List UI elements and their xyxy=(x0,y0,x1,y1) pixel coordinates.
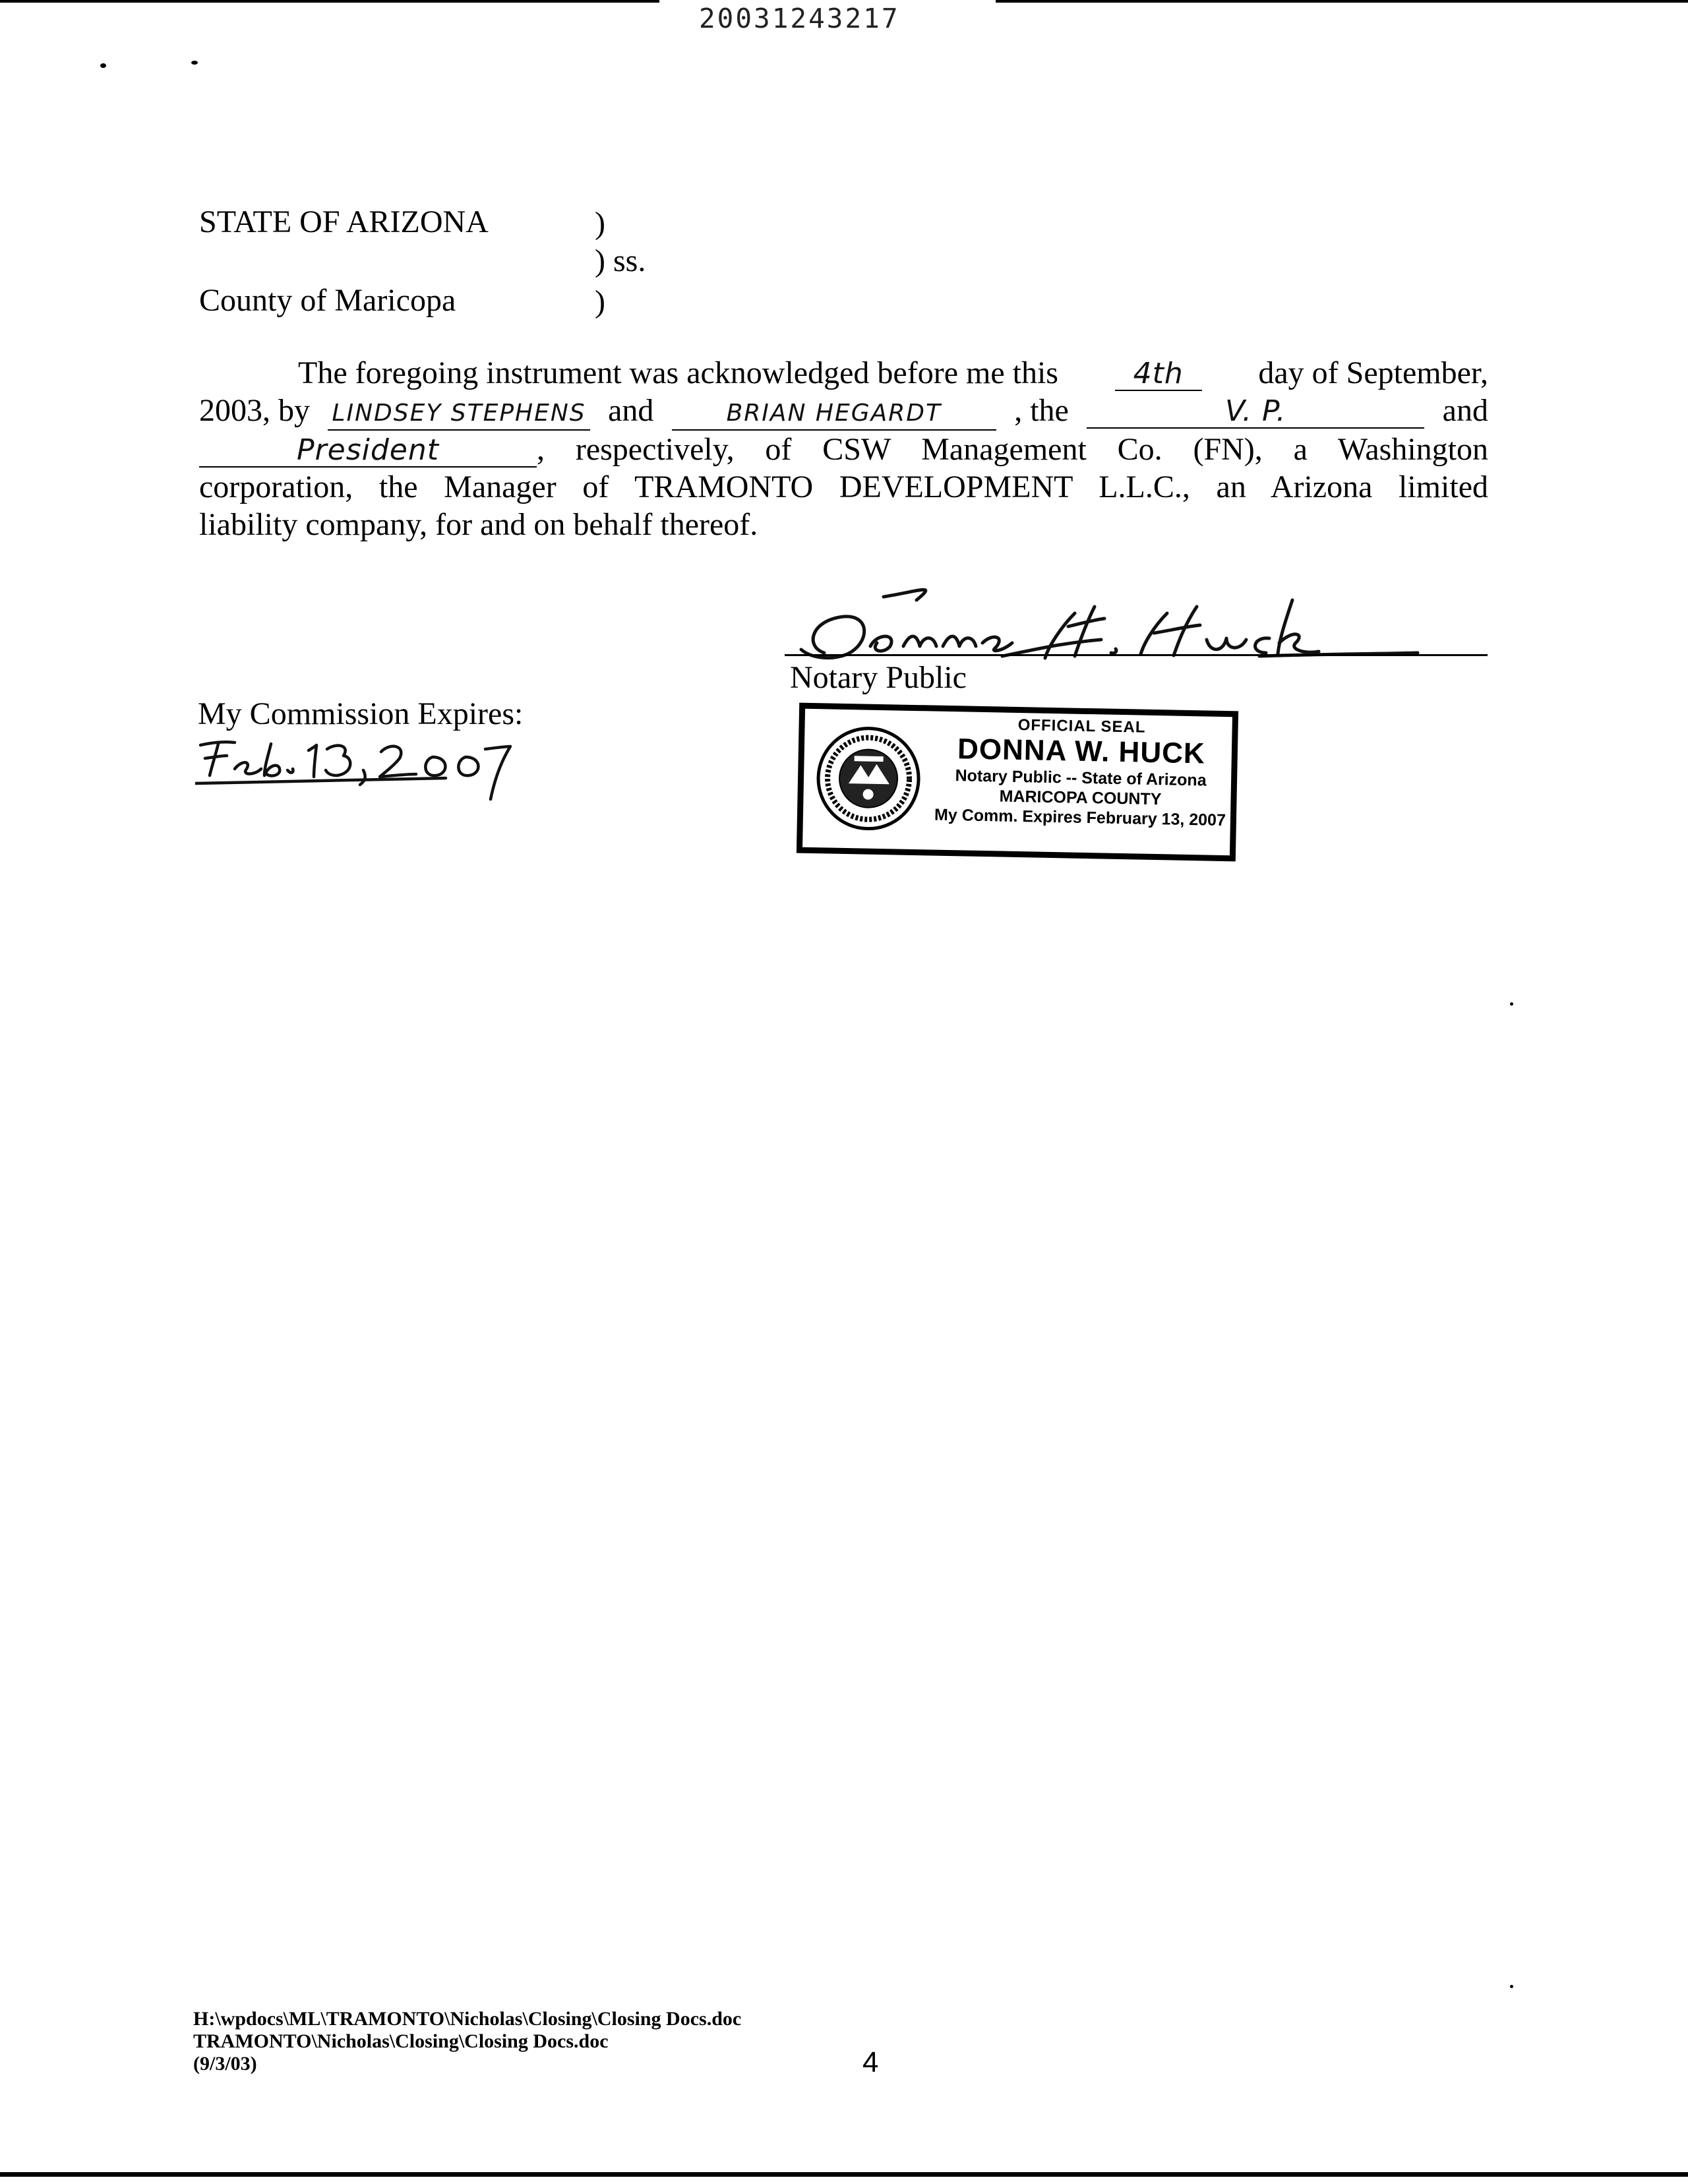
acknowledgment-line: liability company, for and on behalf thereof. xyxy=(199,507,758,542)
venue-paren: ) xyxy=(595,284,605,319)
footer-path: TRAMONTO\Nicholas\Closing\Closing Docs.doc xyxy=(193,2030,609,2052)
acknowledgment-text: day of September, xyxy=(1258,355,1488,390)
acknowledgment-line xyxy=(199,431,1488,468)
acknowledgment-line xyxy=(199,468,1488,506)
seal-expiration: My Comm. Expires February 13, 2007 xyxy=(934,805,1226,830)
signer-name-fill: LINDSEY STEPHENS xyxy=(328,399,589,431)
day-fill: 4th xyxy=(1115,359,1202,391)
acknowledgment-text: and xyxy=(1442,393,1488,428)
page-number: 4 xyxy=(862,2046,879,2078)
signer-name-fill: BRIAN HEGARDT xyxy=(672,399,996,431)
commission-expires-label: My Commission Expires: xyxy=(198,696,524,731)
seal-official-label: OFFICIAL SEAL xyxy=(1017,716,1146,737)
acknowledgment-text: corporation, the Manager of TRAMONTO DEVELOPMENT L.L.C., an Arizona limited xyxy=(199,470,1488,504)
venue-ss: ) ss. xyxy=(595,243,646,278)
seal-county: MARICOPA COUNTY xyxy=(999,787,1162,809)
seal-notary-name: DONNA W. HUCK xyxy=(957,733,1206,770)
acknowledgment-text: The foregoing instrument was acknowledged before me this xyxy=(298,355,1058,390)
footer-file-info xyxy=(193,2008,741,2075)
footer-date: (9/3/03) xyxy=(193,2053,257,2075)
signature-line xyxy=(785,654,1488,656)
scan-border-top-left xyxy=(0,0,659,3)
scan-border-bottom xyxy=(0,2172,1688,2177)
acknowledgment-text: and xyxy=(608,393,654,428)
venue-county: County of Maricopa xyxy=(199,283,456,318)
state-seal-emblem-icon xyxy=(815,725,922,832)
venue-paren: ) xyxy=(595,206,605,241)
notary-public-label: Notary Public xyxy=(790,660,967,695)
acknowledgment-paragraph xyxy=(199,354,1488,543)
signer-title-fill: V. P. xyxy=(1087,397,1424,429)
scan-border-top-right xyxy=(996,0,1688,3)
acknowledgment-text: 2003, by xyxy=(199,393,310,428)
scan-speck xyxy=(191,61,198,65)
document-number: 20031243217 xyxy=(699,3,900,34)
notary-signature-image xyxy=(785,580,1431,673)
footer-path: H:\wpdocs\ML\TRAMONTO\Nicholas\Closing\Closing Docs.doc xyxy=(193,2008,742,2030)
scan-speck xyxy=(1510,1002,1513,1006)
official-notary-seal xyxy=(797,703,1238,862)
scan-speck xyxy=(1510,1985,1513,1988)
acknowledgment-text: , the xyxy=(1014,393,1069,428)
signer-title-fill: President xyxy=(199,436,537,468)
acknowledgment-line xyxy=(199,392,1488,431)
venue-state: STATE OF ARIZONA xyxy=(199,204,489,239)
seal-text-block xyxy=(928,715,1234,830)
commission-date-handwriting xyxy=(195,731,512,803)
seal-jurisdiction: Notary Public -- State of Arizona xyxy=(955,766,1207,790)
scan-speck xyxy=(100,63,106,68)
acknowledgment-line xyxy=(199,354,1488,392)
acknowledgment-text: , respectively, of CSW Management Co. (FN), a Washington xyxy=(537,432,1488,467)
